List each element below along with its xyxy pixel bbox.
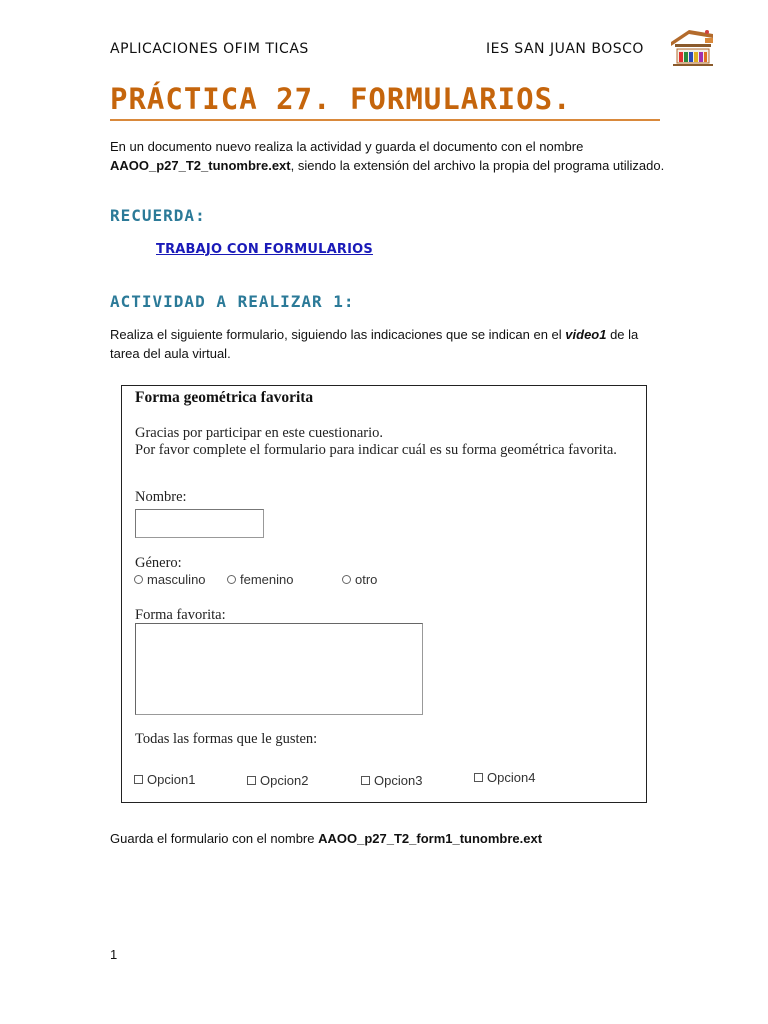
form-intro-line2: Por favor complete el formulario para indicar cuál es su forma geométrica favorita. [135,442,617,458]
intro-paragraph [110,137,670,175]
gender-label: Género: [135,555,182,571]
title-underline [110,119,660,121]
page-title: PRÁCTICA 27. FORMULARIOS. [110,82,572,116]
intro-text-end: , siendo la extensión del archivo la propia del programa utilizado. [290,158,665,173]
form-screenshot [121,385,647,803]
save-text: Guarda el formulario con el nombre [110,831,319,846]
header-left: APLICACIONES OFIM TICAS [110,41,309,57]
checkbox-opcion4[interactable] [474,770,535,785]
save-paragraph [110,829,670,848]
checkbox-opcion2[interactable] [247,773,308,788]
school-logo [667,24,717,74]
recuerda-heading: RECUERDA: [110,206,206,225]
actividad-text: Realiza el siguiente formulario, siguiendo las indicaciones que se indican en el [110,327,566,342]
checkbox-label: Opcion2 [260,773,309,788]
radio-label: otro [355,572,378,587]
page-number: 1 [110,947,118,962]
checkbox-opcion3[interactable] [361,773,422,788]
checkbox-icon [361,776,370,785]
radio-icon [342,575,351,584]
video-reference: video1 [565,327,607,342]
radio-icon [227,575,236,584]
actividad-heading: ACTIVIDAD A REALIZAR 1: [110,292,355,311]
favorite-textarea[interactable] [135,623,423,715]
checkbox-icon [247,776,256,785]
checkbox-icon [134,775,143,784]
radio-icon [134,575,143,584]
checkbox-opcion1[interactable] [134,772,195,787]
actividad-text-end: de la tarea del aula virtual. [110,327,639,361]
actividad-paragraph [110,325,670,363]
checkbox-label: Opcion4 [487,770,536,785]
header-right: IES SAN JUAN BOSCO [486,41,644,57]
checkbox-icon [474,773,483,782]
gender-radio-otro[interactable] [342,572,377,587]
checkbox-label: Opcion3 [374,773,423,788]
form-title: Forma geométrica favorita [135,389,314,406]
name-label: Nombre: [135,489,187,505]
gender-radio-masculino[interactable] [134,572,206,587]
radio-label: masculino [147,572,206,587]
all-shapes-label: Todas las formas que le gusten: [135,731,318,747]
name-input[interactable] [135,509,264,538]
gender-radio-femenino[interactable] [227,572,293,587]
checkbox-label: Opcion1 [147,772,196,787]
form-intro-line1: Gracias por participar en este cuestionario. [135,425,384,441]
save-filename: AAOO_p27_T2_form1_tunombre.ext [318,831,543,846]
formularios-link[interactable]: TRABAJO CON FORMULARIOS [156,242,373,257]
intro-filename: AAOO_p27_T2_tunombre.ext [110,158,291,173]
radio-label: femenino [240,572,294,587]
favorite-label: Forma favorita: [135,607,226,623]
intro-text: En un documento nuevo realiza la actividad y guarda el documento con el nombre [110,139,584,154]
